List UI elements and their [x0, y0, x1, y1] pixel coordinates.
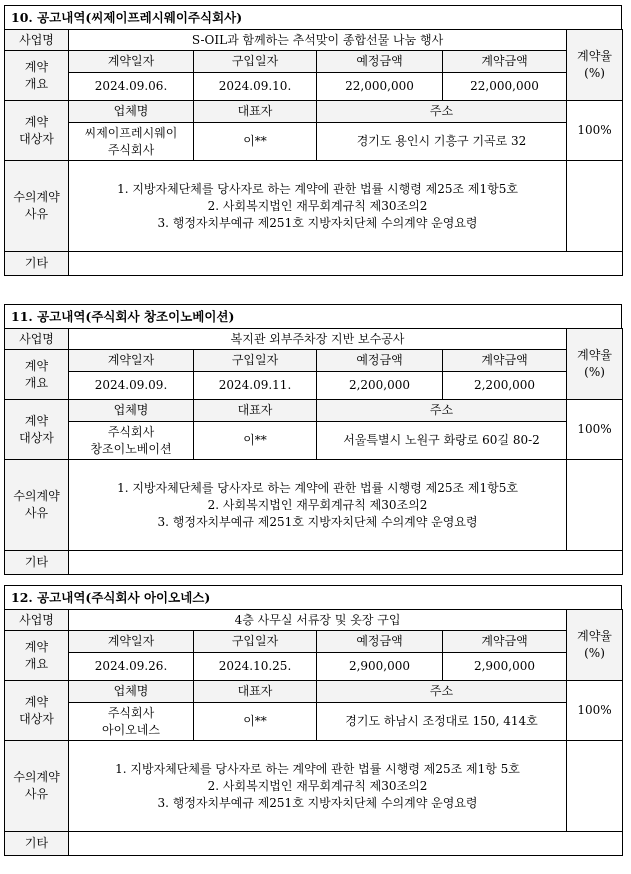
header-address: 주소 [317, 400, 567, 422]
representative-value: 이** [194, 123, 317, 161]
notice-section-12 [4, 585, 622, 856]
section-title: 11. 공고내역(주식회사 창조이노베이션) [4, 304, 622, 328]
reason-item: 3. 행정자치부예규 제251호 지방자치단체 수의계약 운영요령 [157, 795, 478, 810]
label-project: 사업명 [5, 30, 69, 51]
label-contract-party [5, 681, 69, 741]
rate-label-line1: 계약율 [577, 348, 612, 362]
label-contract-party [5, 400, 69, 460]
label-contract-overview [5, 51, 69, 101]
rate-label-line1: 계약율 [577, 49, 612, 63]
header-contract-date: 계약일자 [69, 51, 194, 73]
label-contract-overview [5, 350, 69, 400]
reasons-cell [69, 460, 567, 551]
header-representative: 대표자 [194, 400, 317, 422]
label-etc: 기타 [5, 252, 69, 276]
company-name-value [69, 123, 194, 161]
rate-value-empty [567, 741, 623, 832]
rate-value-empty [567, 460, 623, 551]
label-project: 사업명 [5, 610, 69, 631]
company-line2: 주식회사 [107, 142, 155, 157]
label-contract-party [5, 101, 69, 161]
company-line2: 창조이노베이션 [90, 441, 172, 456]
representative-value: 이** [194, 422, 317, 460]
reason-item: 2. 사회복지법인 재무회계규칙 제30조의2 [207, 497, 428, 512]
label-line2: 개요 [24, 656, 49, 671]
label-line2: 개요 [24, 76, 49, 91]
section-title: 10. 공고내역(씨제이프레시웨이주식회사) [4, 5, 622, 29]
label-contract-overview [5, 631, 69, 681]
reasons-cell [69, 741, 567, 832]
section-title: 12. 공고내역(주식회사 아이오네스) [4, 585, 622, 609]
label-line1: 수의계약 [13, 770, 60, 784]
purchase-date-value: 2024.09.11. [194, 372, 317, 400]
project-name: 4층 사무실 서류장 및 옷장 구입 [69, 610, 567, 631]
address-value: 서울특별시 노원구 화랑로 60길 80-2 [317, 422, 567, 460]
project-name: S-OIL과 함께하는 추석맞이 종합선물 나눔 행사 [69, 30, 567, 51]
header-contract-date: 계약일자 [69, 631, 194, 653]
etc-value [69, 252, 623, 276]
label-line2: 대상자 [19, 131, 54, 146]
company-line2: 아이오네스 [102, 722, 160, 737]
header-company-name: 업체명 [69, 101, 194, 123]
contract-date-value: 2024.09.09. [69, 372, 194, 400]
estimated-amount-value: 22,000,000 [317, 73, 443, 101]
company-line1: 주식회사 [107, 705, 155, 720]
label-line1: 수의계약 [13, 489, 60, 503]
contract-table [4, 29, 623, 276]
label-reason [5, 161, 69, 252]
label-line2: 대상자 [19, 711, 54, 726]
label-line2: 개요 [24, 375, 49, 390]
company-name-value [69, 703, 194, 741]
notice-section-10 [4, 5, 622, 276]
reason-item: 2. 사회복지법인 재무회계규칙 제30조의2 [207, 198, 428, 213]
rate-value: 100% [567, 400, 623, 460]
address-value: 경기도 용인시 기흥구 기곡로 32 [317, 123, 567, 161]
purchase-date-value: 2024.10.25. [194, 653, 317, 681]
header-purchase-date: 구입일자 [194, 631, 317, 653]
contract-amount-value: 2,200,000 [443, 372, 567, 400]
header-contract-amount: 계약금액 [443, 350, 567, 372]
label-line2: 사유 [24, 207, 49, 221]
contract-amount-value: 2,900,000 [443, 653, 567, 681]
contract-table [4, 328, 623, 575]
header-purchase-date: 구입일자 [194, 350, 317, 372]
rate-value: 100% [567, 101, 623, 161]
header-estimated-amount: 예정금액 [317, 51, 443, 73]
purchase-date-value: 2024.09.10. [194, 73, 317, 101]
estimated-amount-value: 2,900,000 [317, 653, 443, 681]
contract-table [4, 609, 623, 856]
label-rate-header [567, 610, 623, 681]
reason-item: 1. 지방자체단체를 당사자로 하는 계약에 관한 법률 시행령 제25조 제1항5호 [117, 480, 518, 495]
label-line1: 계약 [24, 413, 49, 428]
rate-value: 100% [567, 681, 623, 741]
contract-date-value: 2024.09.06. [69, 73, 194, 101]
header-estimated-amount: 예정금액 [317, 631, 443, 653]
reason-item: 1. 지방자체단체를 당사자로 하는 계약에 관한 법률 시행령 제25조 제1항5호 [117, 181, 518, 196]
header-purchase-date: 구입일자 [194, 51, 317, 73]
label-etc: 기타 [5, 551, 69, 575]
contract-amount-value: 22,000,000 [443, 73, 567, 101]
label-line2: 사유 [24, 787, 49, 801]
header-address: 주소 [317, 101, 567, 123]
label-reason [5, 741, 69, 832]
estimated-amount-value: 2,200,000 [317, 372, 443, 400]
reason-item: 1. 지방자체단체를 당사자로 하는 계약에 관한 법률 시행령 제25조 제1항 5호 [115, 761, 520, 776]
header-estimated-amount: 예정금액 [317, 350, 443, 372]
label-rate-header [567, 30, 623, 101]
rate-label-line1: 계약율 [577, 629, 612, 643]
header-contract-amount: 계약금액 [443, 631, 567, 653]
label-rate-header [567, 329, 623, 400]
notice-section-11 [4, 304, 622, 575]
company-line1: 주식회사 [107, 424, 155, 439]
reason-item: 3. 행정자치부예규 제251호 지방자치단체 수의계약 운영요령 [157, 215, 478, 230]
label-reason [5, 460, 69, 551]
header-representative: 대표자 [194, 101, 317, 123]
reason-item: 3. 행정자치부예규 제251호 지방자치단체 수의계약 운영요령 [157, 514, 478, 529]
header-contract-date: 계약일자 [69, 350, 194, 372]
label-line1: 계약 [24, 59, 49, 74]
rate-label-line2: (%) [584, 66, 605, 80]
company-name-value [69, 422, 194, 460]
header-address: 주소 [317, 681, 567, 703]
company-line1: 씨제이프레시웨이 [84, 125, 178, 140]
label-line1: 수의계약 [13, 190, 60, 204]
representative-value: 이** [194, 703, 317, 741]
etc-value [69, 832, 623, 856]
reason-item: 2. 사회복지법인 재무회계규칙 제30조의2 [207, 778, 428, 793]
label-line1: 계약 [24, 114, 49, 129]
label-project: 사업명 [5, 329, 69, 350]
rate-label-line2: (%) [584, 646, 605, 660]
reasons-cell [69, 161, 567, 252]
label-line2: 대상자 [19, 430, 54, 445]
header-contract-amount: 계약금액 [443, 51, 567, 73]
project-name: 복지관 외부주차장 지반 보수공사 [69, 329, 567, 350]
label-line1: 계약 [24, 694, 49, 709]
label-etc: 기타 [5, 832, 69, 856]
label-line1: 계약 [24, 639, 49, 654]
label-line1: 계약 [24, 358, 49, 373]
header-representative: 대표자 [194, 681, 317, 703]
contract-date-value: 2024.09.26. [69, 653, 194, 681]
address-value: 경기도 하남시 조정대로 150, 414호 [317, 703, 567, 741]
etc-value [69, 551, 623, 575]
rate-label-line2: (%) [584, 365, 605, 379]
header-company-name: 업체명 [69, 681, 194, 703]
label-line2: 사유 [24, 506, 49, 520]
header-company-name: 업체명 [69, 400, 194, 422]
rate-value-empty [567, 161, 623, 252]
